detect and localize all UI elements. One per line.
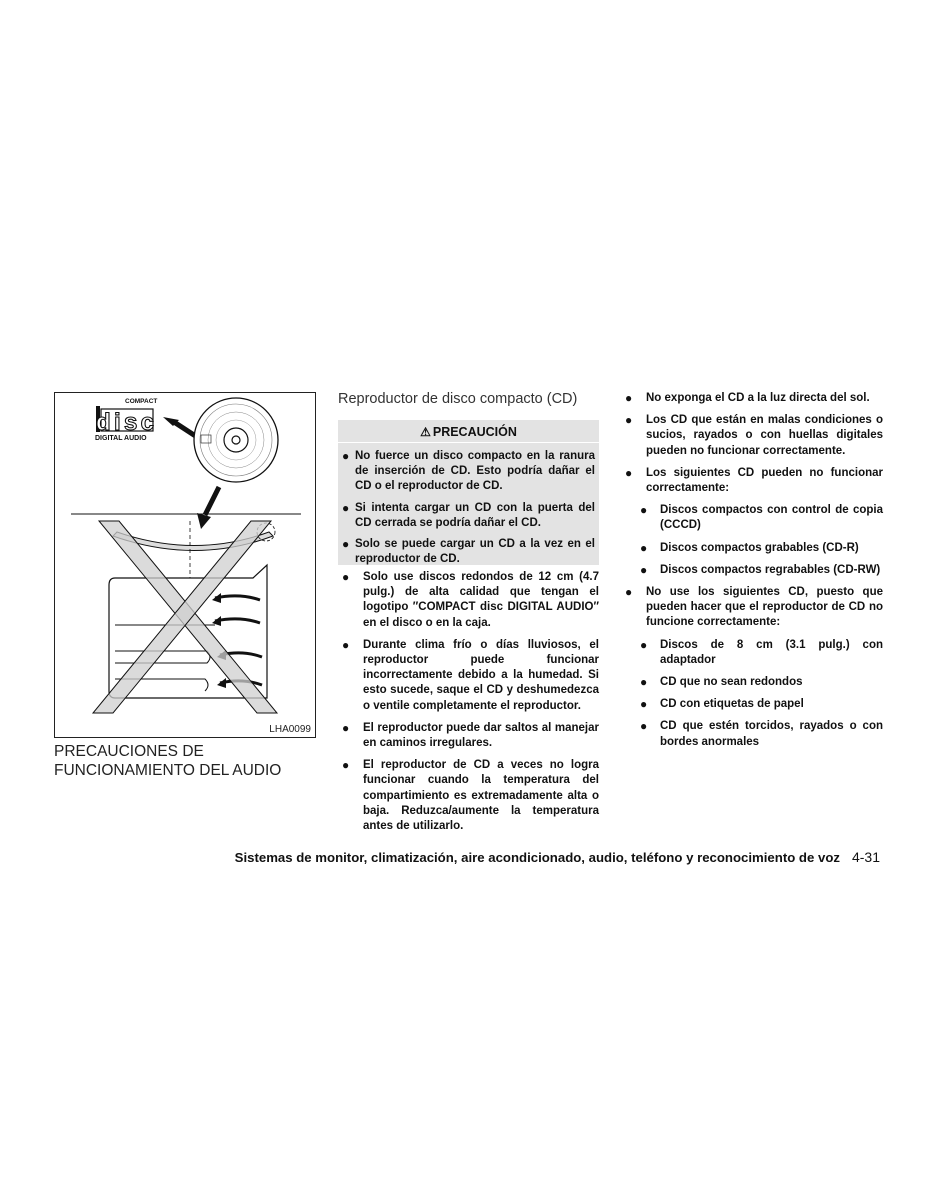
- list-item: ● Solo use discos redondos de 12 cm (4.7 pulg.) de alta calidad que tengan el logotipo ″COMPACT disc DIGITAL AUDIO″ en el disco o en la caja.: [342, 570, 599, 629]
- svg-text:COMPACT: COMPACT: [125, 398, 158, 405]
- list-item: ● Durante clima frío o días lluviosos, el reproductor puede funcionar incorrectamente debido a la humedad. Si esto sucede, saque el CD y deshumedezca o ventile completamente el reproductor.: [342, 637, 599, 712]
- caution-box: [338, 420, 599, 565]
- sub-list-item: ● CD que estén torcidos, rayados o con bordes anormales: [640, 719, 883, 748]
- svg-text:disc: disc: [96, 409, 154, 436]
- caution-heading: ⚠ PRECAUCIÓN: [420, 425, 517, 439]
- sub-list-item: ● Discos compactos regrabables (CD-RW): [640, 562, 881, 577]
- sub-list-item: ● Discos compactos grabables (CD-R): [640, 540, 859, 555]
- list-item: ● Los siguientes CD pueden no funcionar correctamente:: [625, 465, 883, 495]
- list-item: ● El reproductor puede dar saltos al manejar en caminos irregulares.: [342, 720, 599, 750]
- section-title: PRECAUCIONES DE FUNCIONAMIENTO DEL AUDIO: [54, 743, 282, 779]
- footer-chapter-title: Sistemas de monitor, climatización, aire acondicionado, audio, teléfono y reconocimiento de voz: [234, 850, 840, 865]
- insert-arrow-icon: [197, 487, 219, 529]
- list-item: ● Los CD que están en malas condiciones o sucios, rayados o con huellas digitales pueden no funcionar correctamente.: [625, 413, 883, 457]
- sub-list-item: ● Discos compactos con control de copia (CCCD): [640, 503, 883, 532]
- sub-list-item: ● CD que no sean redondos: [640, 675, 803, 690]
- svg-text:DIGITAL AUDIO: DIGITAL AUDIO: [95, 435, 147, 442]
- warning-icon: ⚠: [420, 425, 431, 439]
- cd-player-title: Reproductor de disco compacto (CD): [338, 391, 578, 407]
- page-number: 4-31: [851, 849, 880, 865]
- caution-item: ● Si intenta cargar un CD con la puerta del CD cerrada se podría dañar el CD.: [342, 500, 595, 529]
- cd-illustration: [54, 392, 316, 738]
- list-item: ● No exponga el CD a la luz directa del sol.: [625, 391, 870, 405]
- cd-restrictions-list: [625, 391, 883, 757]
- cd-diagram: [55, 393, 317, 739]
- sub-list-item: ● Discos de 8 cm (3.1 pulg.) con adaptador: [640, 637, 883, 666]
- arrow-to-logo-icon: [163, 417, 197, 437]
- sub-list-item: ● CD con etiquetas de papel: [640, 697, 804, 712]
- disc-icon: [194, 398, 278, 482]
- caution-list: [338, 443, 599, 567]
- compact-disc-logo: [95, 398, 157, 442]
- caution-item: ● Solo se puede cargar un CD a la vez en el reproductor de CD.: [342, 537, 595, 566]
- list-item: ● No use los siguientes CD, puesto que pueden hacer que el reproductor de CD no funcione correctamente:: [625, 585, 883, 629]
- caution-item: ● No fuerce un disco compacto en la ranura de inserción de CD. Esto podría dañar el CD o el reproductor de CD.: [342, 449, 595, 493]
- figure-code: LHA0099: [269, 724, 311, 735]
- list-item: ● El reproductor de CD a veces no logra funcionar cuando la temperatura del compartimiento es extremadamente alta o baja. Reduzca/aumente la temperatura antes de utilizarlo.: [342, 758, 599, 833]
- page-footer: [0, 849, 880, 865]
- cd-guidelines-list: [342, 570, 599, 841]
